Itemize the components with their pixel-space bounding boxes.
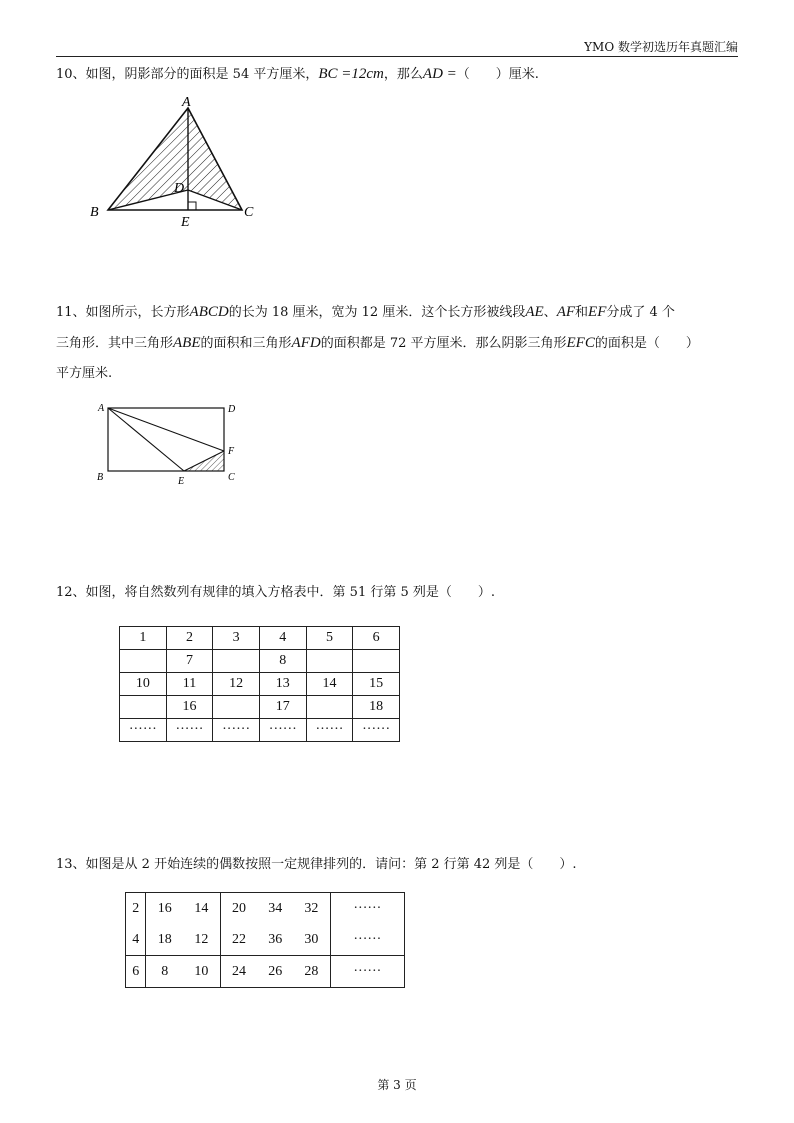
table-cell [353, 650, 400, 673]
table-cell [306, 650, 353, 673]
table-cell: 7 [166, 650, 213, 673]
q11-line-af [108, 408, 224, 451]
table-cell: 10 [120, 673, 167, 696]
table-cell: ······ [330, 956, 404, 988]
table-cell: 17 [259, 696, 306, 719]
q11-label-a: A [98, 403, 105, 414]
table-cell: 36 [257, 924, 293, 956]
q11-text: 的面积都是 72 平方厘米．那么阴影三角形 [320, 336, 567, 351]
table-cell: 13 [259, 673, 306, 696]
q11-triangle-afd: AFD [291, 335, 321, 351]
table-cell: ······ [120, 719, 167, 742]
table-cell: 30 [293, 924, 330, 956]
q10-label-b: B [90, 205, 99, 220]
table-cell: 2 [166, 627, 213, 650]
table-cell [120, 650, 167, 673]
q11-text: 三角形．其中三角形 [56, 336, 174, 351]
table-row [120, 696, 400, 719]
q11-text: 和 [575, 305, 589, 320]
table-cell [213, 696, 260, 719]
table-cell: ······ [213, 719, 260, 742]
table-cell: 1 [120, 627, 167, 650]
q11-rect-name: ABCD [189, 304, 229, 320]
q10-label-d: D [174, 181, 185, 196]
q10-middle: ，那么 [383, 67, 423, 82]
table-row [120, 650, 400, 673]
table-cell: 18 [146, 924, 183, 956]
q11-label-b: B [97, 472, 104, 483]
table-cell: 16 [146, 893, 183, 925]
table-cell: 24 [220, 956, 257, 988]
q11-segment-ef: EF [588, 304, 607, 320]
q10-right-angle-mark [188, 202, 196, 210]
table-cell: 14 [306, 673, 353, 696]
question-12-text: 12、如图，将自然数列有规律的填入方格表中．第 51 行第 5 列是（ ）. [56, 585, 496, 600]
table-cell: 18 [353, 696, 400, 719]
table-cell: 20 [220, 893, 257, 925]
table-row [120, 627, 400, 650]
q10-prefix: 10、如图，阴影部分的面积是 54 平方厘米， [56, 67, 319, 82]
q13-even-number-table [125, 892, 405, 988]
table-cell [306, 696, 353, 719]
table-row [126, 893, 405, 925]
question-10-text [56, 64, 539, 85]
table-cell: 8 [259, 650, 306, 673]
table-cell [213, 650, 260, 673]
table-row [120, 719, 400, 742]
table-cell: 12 [213, 673, 260, 696]
table-cell: ······ [306, 719, 353, 742]
table-cell: 3 [213, 627, 260, 650]
table-cell: 28 [293, 956, 330, 988]
q11-label-c: C [228, 472, 235, 483]
q10-triangle-figure [86, 92, 266, 232]
table-cell: ······ [166, 719, 213, 742]
q11-text: 的面积是（ ） [594, 336, 699, 351]
table-cell: ······ [330, 924, 404, 956]
q11-label-e: E [178, 476, 185, 487]
table-cell: 22 [220, 924, 257, 956]
table-row [120, 673, 400, 696]
q11-text: 11、如图所示，长方形 [56, 305, 190, 320]
table-cell: ······ [330, 893, 404, 925]
q10-bc-expr: BC =12cm [318, 66, 384, 82]
question-11-line-3 [56, 364, 112, 384]
question-11-line-2 [56, 333, 699, 354]
table-cell: 8 [146, 956, 183, 988]
table-cell: 14 [183, 893, 220, 925]
table-cell: 15 [353, 673, 400, 696]
q11-label-d: D [228, 404, 236, 415]
q11-line-ae [108, 408, 184, 471]
q10-suffix: （ ）厘米. [456, 67, 539, 82]
q10-ad-expr: AD = [422, 66, 457, 82]
table-cell: 4 [259, 627, 306, 650]
table-cell: 11 [166, 673, 213, 696]
table-cell: ······ [353, 719, 400, 742]
page-header [56, 40, 738, 57]
q11-text: 、 [543, 305, 557, 320]
q11-text: 分成了 4 个 [606, 305, 675, 320]
table-cell: 6 [126, 956, 146, 988]
q11-segment-ae: AE [525, 304, 544, 320]
q11-segment-af: AF [556, 304, 576, 320]
table-cell: 12 [183, 924, 220, 956]
q11-rectangle-figure [92, 398, 252, 490]
table-cell: 32 [293, 893, 330, 925]
q12-number-table [119, 626, 400, 742]
table-row [126, 924, 405, 956]
q10-label-c: C [244, 205, 254, 220]
table-cell: ······ [259, 719, 306, 742]
question-13-text: 13、如图是从 2 开始连续的偶数按照一定规律排列的．请问：第 2 行第 42 列是（ ）. [56, 857, 577, 872]
q11-text: 的面积和三角形 [200, 336, 292, 351]
table-cell: 2 [126, 893, 146, 925]
table-cell: 26 [257, 956, 293, 988]
table-cell: 5 [306, 627, 353, 650]
q11-text: 平方厘米. [56, 366, 113, 381]
table-row [126, 956, 405, 988]
table-cell: 34 [257, 893, 293, 925]
table-cell [120, 696, 167, 719]
page-footer [0, 1076, 794, 1093]
page-number: 第 3 页 [377, 1078, 417, 1092]
q11-triangle-abe: ABE [173, 335, 201, 351]
question-11-line-1 [56, 302, 675, 323]
table-cell: 16 [166, 696, 213, 719]
table-cell: 10 [183, 956, 220, 988]
q10-label-e: E [181, 215, 190, 230]
q11-triangle-efc: EFC [566, 335, 595, 351]
header-title: YMO 数学初选历年真题汇编 [584, 40, 738, 54]
table-cell: 6 [353, 627, 400, 650]
q10-label-a: A [182, 95, 191, 110]
table-cell: 4 [126, 924, 146, 956]
q11-text: 的长为 18 厘米，宽为 12 厘米．这个长方形被线段 [228, 305, 526, 320]
q11-label-f: F [228, 446, 235, 457]
